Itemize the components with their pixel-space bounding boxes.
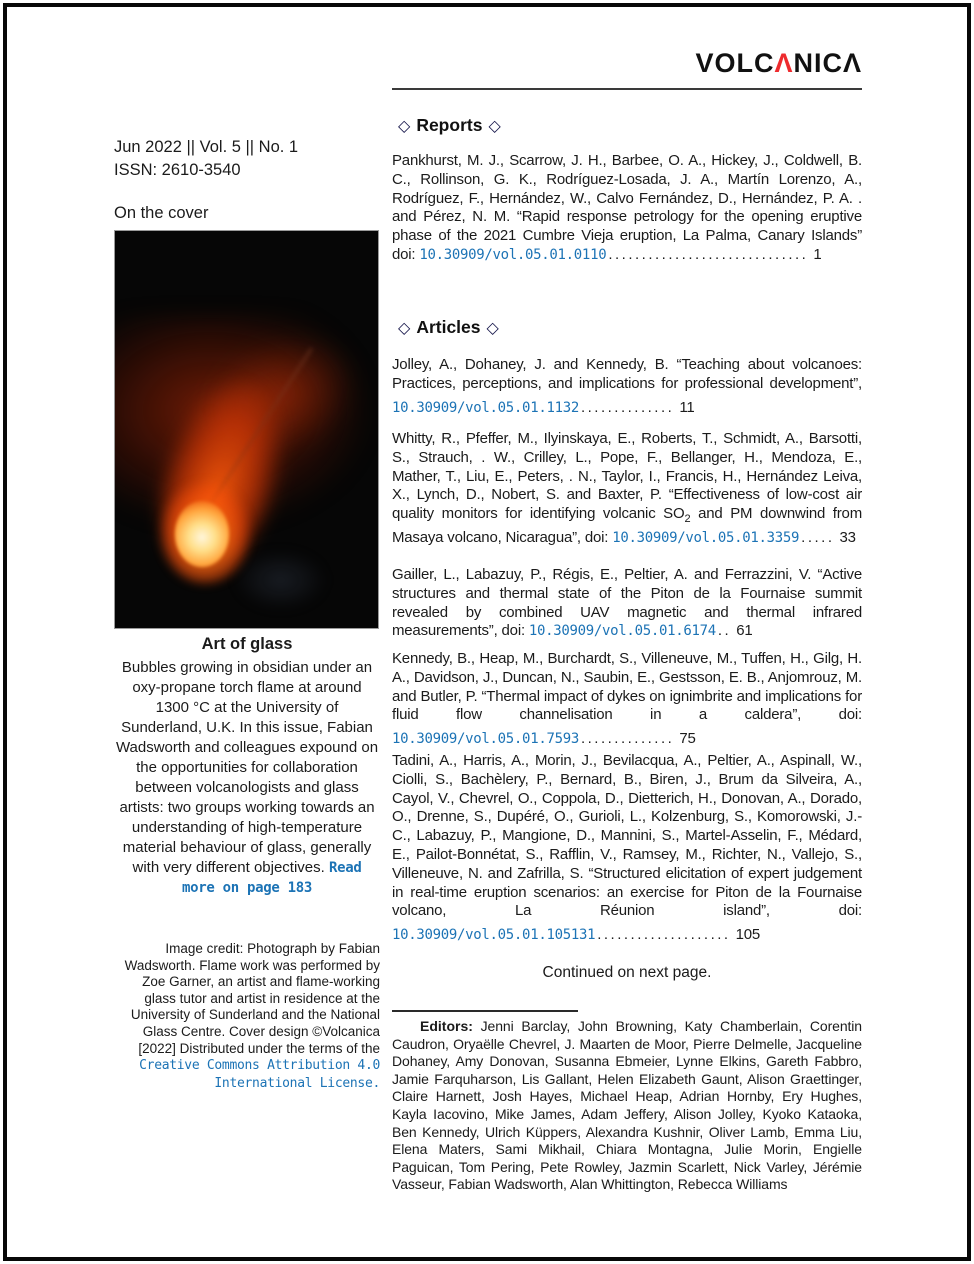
left-column bbox=[114, 0, 380, 1264]
cover-caption-text: Bubbles growing in obsidian under an oxy-propane torch flame at around 1300 °C at the University of Sunderland, U.K. In this issue, Fabian Wadsworth and colleagues expound on the opportunities for collaboration between volcanologists and glass artists: two groups working towards an understanding of high-temperature material behaviour of glass, generally with very different objectives. bbox=[115, 659, 379, 876]
image-credit bbox=[114, 941, 380, 1092]
entry-text: Kennedy, B., Heap, M., Burchardt, S., Villeneuve, M., Tuffen, H., Gilg, H. A., Davidson, J., Duncan, N., Saubin, E., Gestsson, E. B., Anjomrouz, M. and Butler, P. “Thermal impact of dykes on ignimbrite and implications for fluid flow channelisation in a caldera”, doi: bbox=[392, 650, 862, 724]
header-rule bbox=[392, 88, 862, 90]
logo-lambda: Λ bbox=[842, 48, 862, 78]
footnote-rule bbox=[392, 1010, 578, 1012]
dot-leader: .............. bbox=[580, 730, 675, 748]
reports-heading bbox=[392, 115, 507, 136]
entry-text: Jolley, A., Dohaney, J. and Kennedy, B. “Teaching about volcanoes: Practices, perceptions, and implications for professional development”, bbox=[392, 356, 862, 392]
page-number: 11 bbox=[679, 398, 695, 416]
dot-leader: .. bbox=[717, 622, 732, 640]
editors-list: Jenni Barclay, John Browning, Katy Chamberlain, Corentin Caudron, Oryaëlle Chevrel, J. Maarten de Moor, Pierre Delmelle, Jacqueline Dohaney, Amy Donovan, Susanna Ebmeier, Lynne Elkins, Gareth Fabbro, Jamie Farquharson, Lis Gallant, Helen Elizabeth Gaunt, Alison Graettinger, Claire Harnett, Josh Hayes, Michael Heap, Adrian Hornby, Ery Hughes, Kayla Iacovino, Mike James, Adam Jeffery, Alison Jolley, Kyoko Kataoka, Ben Kennedy, Ulrich Küppers, Alexandra Kushnir, Oliver Lamb, Emma Liu, Elena Maters, Sami Mikhail, Chiara Montagna, Julie Morin, Engielle Paguican, Tom Pering, Pete Rowley, Jazmin Scarlett, Nick Varley, Jérémie Vasseur, Fabian Wadsworth, Alan Whittington, Rebecca Williams bbox=[392, 1018, 862, 1193]
page-number: 1 bbox=[813, 245, 822, 263]
entry-text: Gailler, L., Labazuy, P., Régis, E., Peltier, A. and Ferrazzini, V. “Active structures and thermal state of the Piton de la Fournaise summit revealed by combined UAV magnetic and thermal infrared measurements”, doi: bbox=[392, 566, 862, 640]
entry-text: Tadini, A., Harris, A., Morin, J., Bevilacqua, A., Peltier, A., Aspinall, W., Ciolli, S., Bachèlery, P., Bernard, B., Biren, J., Brum da Silveira, A., Cayol, V., Chevrel, O., Coppola, D., Dietterich, H., Donovan, A., Dorado, O., Drenne, S., Dupéré, O., Gurioli, L., Kolzenburg, S., Komorowski, J.-C., Labazuy, P., Mangione, D., Mannini, S., Martel-Asselin, F., Médard, E., Pailot-Bonnétat, S., Rafflin, V., Ramsey, M., Richter, N., Vallejo, S., Villeneuve, N. and Zafrilla, S. “Structured elicitation of expert judgement in real-time eruption scenarios: an exercise for Piton de la Fournaise volcano, La Réunion island”, doi: bbox=[392, 752, 862, 920]
doi-link[interactable]: 10.30909/vol.05.01.0110 bbox=[419, 246, 607, 263]
articles-heading-label: Articles bbox=[416, 317, 481, 337]
entry-text: Whitty, R., Pfeffer, M., Ilyinskaya, E., Roberts, T., Schmidt, A., Barsotti, S., Strauch, . W., Crilley, L., Pope, F., Bellanger, H., Mendoza, E., Mather, T., Liu, E., Peters, . N., Taylor, I., Francis, H., Hernández Leiva, X., Lynch, D., Nobert, S. and Baxter, P. “Effectiveness of low-cost air quality monitors for identifying volcanic SO bbox=[392, 430, 862, 523]
page-number: 105 bbox=[735, 926, 761, 944]
page-number: 33 bbox=[839, 528, 856, 546]
diamond-icon: ◇ bbox=[486, 320, 499, 337]
page-number: 75 bbox=[679, 730, 696, 748]
entry-text: Pankhurst, M. J., Scarrow, J. H., Barbee, O. A., Hickey, J., Coldwell, B. C., Rollinson, G. K., Rodríguez-Losada, J. A., Martín Lorenzo, A., Rodríguez, F., Hernández, W., Calvo Fernández, D., Hernández, P. A. . and Pérez, N. M. “Rapid response petrology for the opening eruptive phase of the 2021 Cumbre Vieja eruption, La Palma, Canary Islands” doi: bbox=[392, 152, 862, 263]
diamond-icon: ◇ bbox=[398, 118, 411, 135]
toc-entry-report bbox=[392, 152, 862, 270]
cover-caption bbox=[114, 658, 380, 898]
doi-link[interactable]: 10.30909/vol.05.01.105131 bbox=[392, 927, 596, 944]
toc-entry-article bbox=[392, 650, 862, 749]
toc-entry-article bbox=[392, 566, 862, 646]
editors-note bbox=[392, 1018, 862, 1194]
logo-text: NIC bbox=[793, 48, 843, 78]
cover-caption-title: Art of glass bbox=[201, 635, 293, 653]
dot-leader: .............. bbox=[580, 398, 675, 416]
doi-link[interactable]: 10.30909/vol.05.01.6174 bbox=[528, 623, 716, 640]
volcanica-logo bbox=[695, 48, 862, 79]
doi-link[interactable]: 10.30909/vol.05.01.7593 bbox=[392, 731, 579, 748]
dot-leader: .............................. bbox=[608, 245, 809, 263]
diamond-icon: ◇ bbox=[488, 118, 501, 135]
on-the-cover-label: On the cover bbox=[114, 204, 209, 222]
toc-entry-article bbox=[392, 752, 862, 945]
cc-license-link[interactable]: Creative Commons Attribution 4.0 International License. bbox=[139, 1058, 380, 1091]
continued-note: Continued on next page. bbox=[542, 964, 712, 981]
hand-shadow bbox=[233, 549, 328, 611]
diamond-icon: ◇ bbox=[398, 320, 411, 337]
molten-glass-core bbox=[175, 501, 229, 567]
doi-link[interactable]: 10.30909/vol.05.01.3359 bbox=[612, 529, 800, 546]
editors-label: Editors: bbox=[420, 1018, 473, 1034]
toc-entry-article bbox=[392, 356, 862, 417]
image-credit-text: Image credit: Photograph by Fabian Wadsworth. Flame work was performed by Zoe Garner, an artist and flame-working glass tutor and artist in residence at the University of Sunderland and the National Glass Centre. Cover design ©Volcanica [2022] Distributed under the terms of the bbox=[124, 941, 380, 1056]
dot-leader: ..... bbox=[801, 528, 835, 546]
issn-line: ISSN: 2610-3540 bbox=[114, 161, 241, 179]
right-column bbox=[392, 0, 862, 1264]
issue-line: Jun 2022 || Vol. 5 || No. 1 bbox=[114, 138, 299, 156]
articles-heading bbox=[392, 317, 505, 338]
issue-info bbox=[114, 136, 298, 182]
cover-photo bbox=[114, 230, 379, 629]
dot-leader: .................... bbox=[597, 926, 731, 944]
reports-heading-label: Reports bbox=[416, 115, 483, 135]
doi-link[interactable]: 10.30909/vol.05.01.1132 bbox=[392, 399, 579, 416]
logo-red-lambda-icon: Λ bbox=[774, 48, 794, 78]
entry-subscript: 2 bbox=[684, 513, 691, 526]
logo-text: VOLC bbox=[695, 48, 775, 78]
entry-text: and PM downwind from Masaya volcano, Nicaragua”, doi: bbox=[392, 505, 862, 546]
page-number: 61 bbox=[736, 622, 753, 640]
toc-entry-article bbox=[392, 430, 862, 548]
read-more-link[interactable]: Read more on page 183 bbox=[181, 860, 362, 896]
